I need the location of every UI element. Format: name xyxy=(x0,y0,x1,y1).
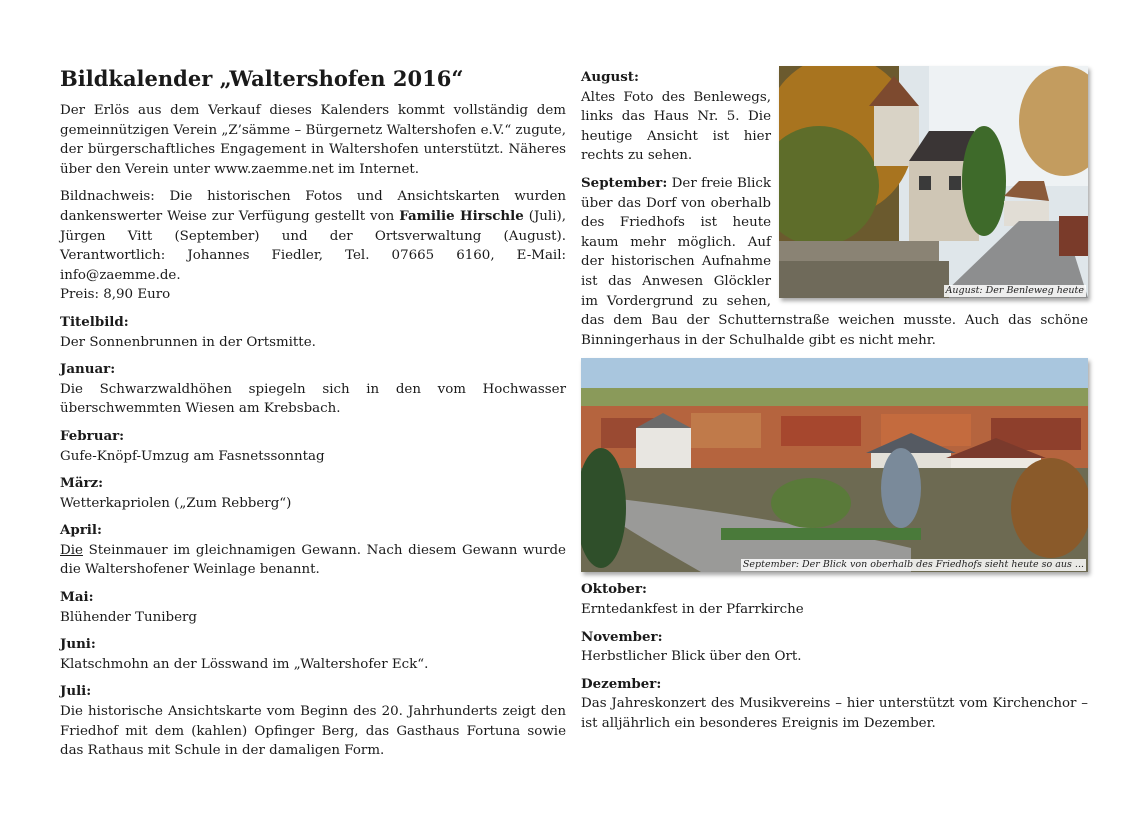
entry-text: Gufe-Knöpf-Umzug am Fasnetssonntag xyxy=(60,448,325,464)
credits-paragraph xyxy=(60,187,566,285)
august-photo xyxy=(779,66,1088,298)
credits-text-after: (Juli), Jürgen Vitt (September) und der Ortsverwaltung (August). Verantwortlich: Johannes Fiedler, Tel. 07665 6160, E-Mail: info@zaemme.de. xyxy=(60,208,566,283)
village-panorama-image xyxy=(581,358,1088,572)
entry-juli xyxy=(60,682,566,760)
entry-label: Oktober: xyxy=(581,581,647,598)
entry-label: Titelbild: xyxy=(60,313,129,330)
entry-dezember xyxy=(581,675,1088,734)
entry-text-rest: Steinmauer im gleichnamigen Gewann. Nach diesem Gewann wurde die Waltershofener Weinlage benannt. xyxy=(60,542,566,578)
entry-label: Juni: xyxy=(60,636,96,653)
entry-label: Februar: xyxy=(60,427,125,444)
entry-label: März: xyxy=(60,475,104,492)
entry-label: November: xyxy=(581,628,663,645)
entry-label: Januar: xyxy=(60,361,116,378)
benleweg-street-image xyxy=(779,66,1088,298)
entry-label: Mai: xyxy=(60,589,94,606)
entry-titelbild xyxy=(60,313,566,352)
entry-mai xyxy=(60,588,566,627)
september-photo-caption: September: Der Blick von oberhalb des Friedhofs sieht heute so aus ... xyxy=(742,559,1084,571)
entry-label: September: xyxy=(581,174,668,191)
entry-text: Blühender Tuniberg xyxy=(60,609,198,625)
right-column xyxy=(581,68,1088,741)
september-photo xyxy=(581,358,1088,572)
entry-text: Altes Foto des Benlewegs, links das Haus Nr. 5. Die heutige Ansicht ist hier rechts zu sehen. xyxy=(581,89,771,164)
entry-label: Dezember: xyxy=(581,675,662,692)
entry-text: Wetterkapriolen („Zum Rebberg“) xyxy=(60,495,292,511)
entry-text: Der freie Blick über das Dorf von oberhalb des Friedhofs ist heute kaum mehr möglich. Auf der historischen Aufnahme ist das Anwesen Glöckler im Vordergrund zu sehen, das dem Bau der Schutternstraße weichen musste. Auch das schöne Binningerhaus in der Schulhalde gibt es nicht mehr. xyxy=(581,175,1088,348)
entry-text: Die historische Ansichtskarte vom Beginn des 20. Jahrhunderts zeigt den Friedhof mit dem (kahlen) Opfinger Berg, das Gasthaus Fortuna sowie das Rathaus mit Schule in der damaligen Form. xyxy=(60,704,566,759)
entry-oktober xyxy=(581,580,1088,619)
entry-label: Juli: xyxy=(60,683,92,700)
entry-text: Herbstlicher Blick über den Ort. xyxy=(581,649,802,665)
entry-text: Der Sonnenbrunnen in der Ortsmitte. xyxy=(60,334,316,350)
entry-text: Klatschmohn an der Lösswand im „Waltershofer Eck“. xyxy=(60,656,429,672)
entry-text: Die Schwarzwaldhöhen spiegeln sich in den vom Hochwasser überschwemmten Wiesen am Krebsbach. xyxy=(60,381,566,417)
entry-november xyxy=(581,628,1088,667)
entry-maerz xyxy=(60,474,566,513)
page-title: Bildkalender „Waltershofen 2016“ xyxy=(60,66,464,91)
intro-paragraph: Der Erlös aus dem Verkauf dieses Kalenders kommt vollständig dem gemeinnützigen Verein „Z’sämme – Bürgernetz Waltershofen e.V.“ zugute, der bürgerschaftliches Engagement in Waltershofen unterstützt. Näheres über den Verein unter www.zaemme.net im Internet. xyxy=(60,103,566,177)
entry-januar xyxy=(60,360,566,419)
entry-text: Das Jahreskonzert des Musikvereins – hier unterstützt vom Kirchenchor – ist alljährlich ein besonderes Ereignis im Dezember. xyxy=(581,696,1088,731)
left-column xyxy=(60,66,566,769)
august-photo-caption: August: Der Benleweg heute xyxy=(945,285,1084,296)
entry-text: Erntedankfest in der Pfarrkirche xyxy=(581,601,804,617)
entry-juni xyxy=(60,635,566,674)
credits-bold-name: Familie Hirschle xyxy=(399,207,524,224)
entry-label: August: xyxy=(581,69,639,85)
entry-text xyxy=(60,541,566,580)
price: Preis: 8,90 Euro xyxy=(60,287,171,303)
entry-april xyxy=(60,521,566,580)
entry-februar xyxy=(60,427,566,466)
entry-label: April: xyxy=(60,522,102,539)
underlined-word: Die xyxy=(60,542,83,558)
credits-text-before: Bildnachweis: Die historischen Fotos und Ansichtskarten wurden dankenswerter Weise zur Verfügung gestellt von xyxy=(60,189,566,224)
